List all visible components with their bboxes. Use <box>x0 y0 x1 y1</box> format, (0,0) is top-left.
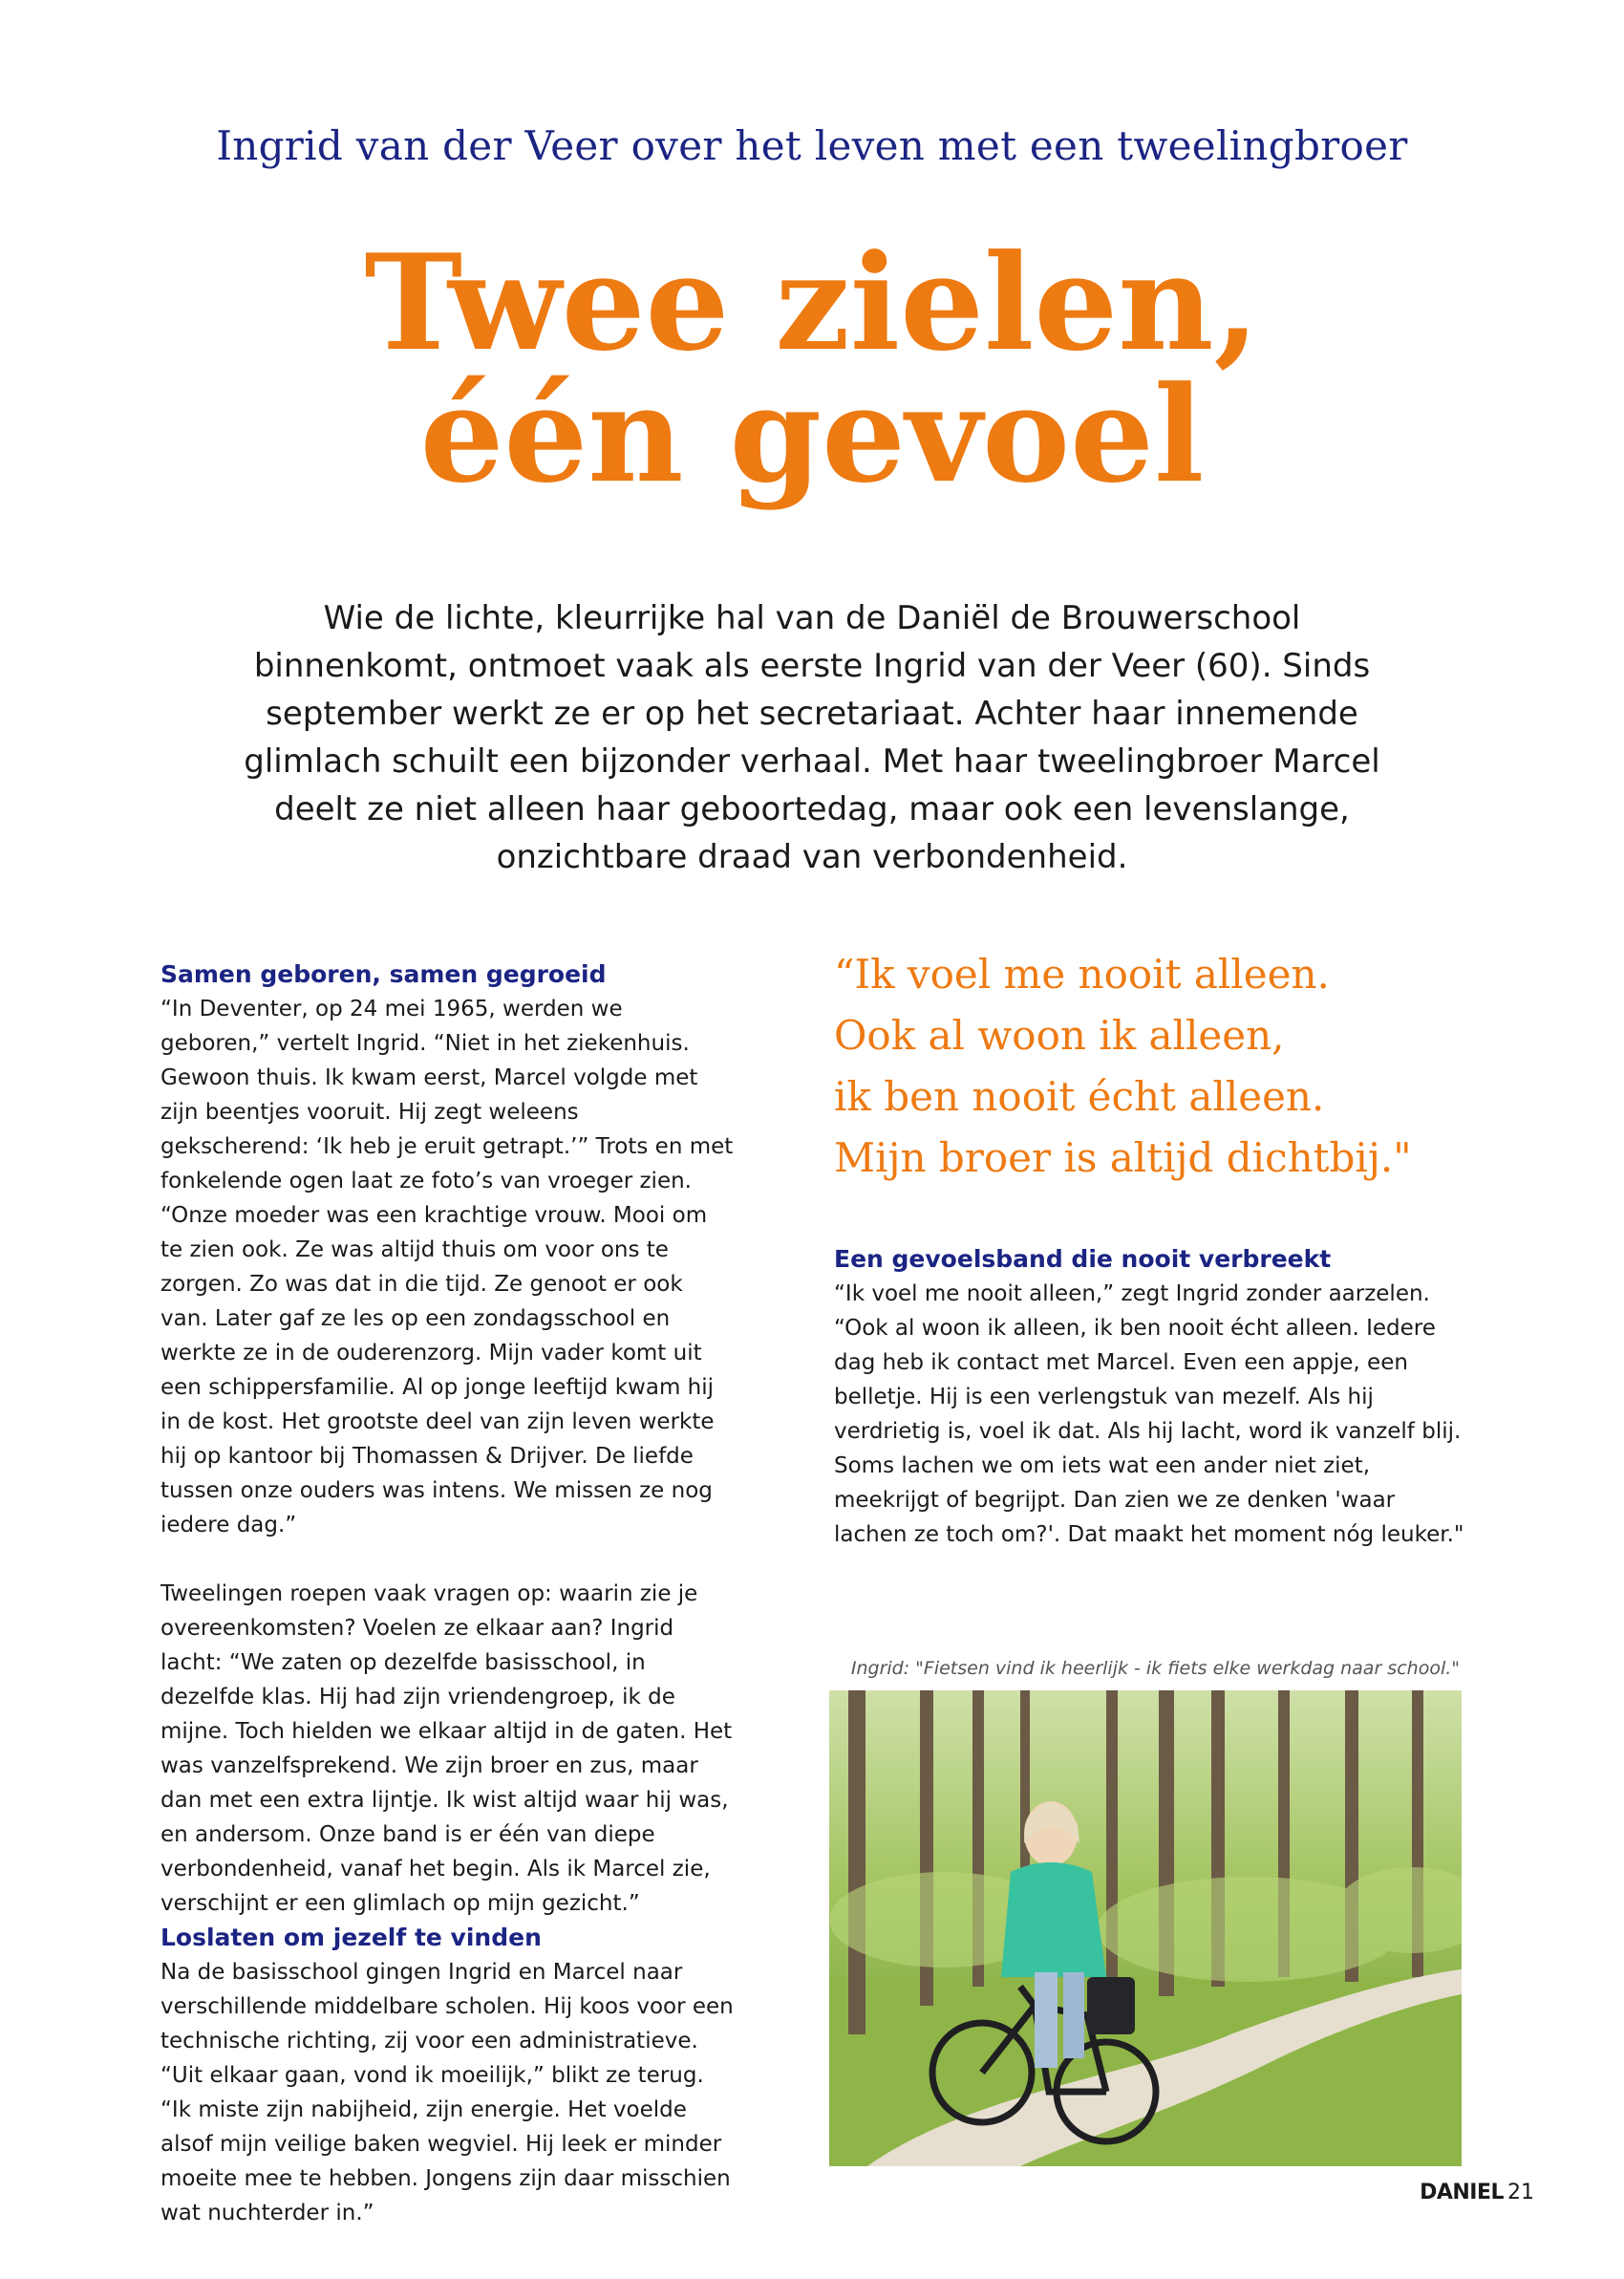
left-column <box>160 957 734 2230</box>
cycling-photo <box>829 1690 1462 2166</box>
body-paragraph: “Ik voel me nooit alleen,” zegt Ingrid zonder aarzelen. “Ook al woon ik alleen, ik ben nooit écht alleen. Iedere dag heb ik contact met Marcel. Even een appje, een belletje. Hij is een verlengstuk van mezelf. Als hij verdrietig is, voel ik dat. Als hij lacht, word ik vanzelf blij. Soms lachen we om iets wat een ander niet ziet, meekrijgt of begrijpt. Dan zien we ze denken 'waar lachen ze toch om?'. Dat maakt het moment nóg leuker." <box>834 1281 1464 1547</box>
pull-quote-line: “Ik voel me nooit alleen. <box>834 951 1330 998</box>
pull-quote <box>834 944 1503 1189</box>
headline-line-2: één gevoel <box>419 356 1205 512</box>
body-paragraph: Na de basisschool gingen Ingrid en Marcel naar verschillende middelbare scholen. Hij koos voor een technische richting, zij voor een administratieve. “Uit elkaar gaan, vond ik moeilijk,” blikt ze terug. “Ik miste zijn nabijheid, zijn energie. Het voelde alsof mijn veilige baken wegviel. Hij leek er minder moeite mee te hebben. Jongens zijn daar misschien wat nuchterder in.” <box>160 1960 734 2225</box>
right-column <box>834 1242 1464 1552</box>
section-heading-loslaten: Loslaten om jezelf te vinden <box>160 1924 542 1951</box>
brand-logo: DANIEL <box>1420 2181 1504 2204</box>
kicker: Ingrid van der Veer over het leven met een tweelingbroer <box>216 122 1408 169</box>
page-number: 21 <box>1507 2181 1534 2204</box>
page-footer <box>1420 2181 1534 2204</box>
pull-quote-line: Mijn broer is altijd dichtbij." <box>834 1134 1412 1181</box>
section-heading-samen-geboren: Samen geboren, samen gegroeid <box>160 960 607 988</box>
intro-paragraph: Wie de lichte, kleurrijke hal van de Daniël de Brouwerschool binnenkomt, ontmoet vaak als eerste Ingrid van der Veer (60). Sinds september werkt ze er op het secretariaat. Achter haar innemende glimlach schuilt een bijzonder verhaal. Met haar tweelingbroer Marcel deelt ze niet alleen haar geboortedag, maar ook een levenslange, onzichtbare draad van verbondenheid. <box>244 599 1380 876</box>
body-paragraph: Tweelingen roepen vaak vragen op: waarin zie je overeenkomsten? Voelen ze elkaar aan? Ingrid lacht: “We zaten op dezelfde basisschool, in dezelfde klas. Hij had zijn vriendengroep, ik de mijne. Toch hielden we elkaar altijd in de gaten. Het was vanzelfsprekend. We zijn broer en zus, maar dan met een extra lijntje. Ik wist altijd waar hij was, en andersom. Onze band is er één van diepe verbondenheid, vanaf het begin. Als ik Marcel zie, verschijnt er een glimlach op mijn gezicht.” <box>160 1581 733 1916</box>
photo-caption: Ingrid: "Fietsen vind ik heerlijk - ik fiets elke werkdag naar school." <box>850 1658 1460 1679</box>
pull-quote-line: Ook al woon ik alleen, <box>834 1012 1285 1059</box>
pannier-bag <box>1087 1977 1135 2034</box>
body-paragraph: “In Deventer, op 24 mei 1965, werden we geboren,” vertelt Ingrid. “Niet in het ziekenhuis. Gewoon thuis. Ik kwam eerst, Marcel volgde met zijn beentjes vooruit. Hij zegt weleens gekscherend: ‘Ik heb je eruit getrapt.’” Trots en met fonkelende ogen laat ze foto’s van vroeger zien. “Onze moeder was een krachtige vrouw. Mooi om te zien ook. Ze was altijd thuis om voor ons te zorgen. Zo was dat in die tijd. Ze genoot er ook van. Later gaf ze les op een zondagsschool en werkte ze in de ouderenzorg. Mijn vader komt uit een schippersfamilie. Al op jonge leeftijd kwam hij in de kost. Het grootste deel van zijn leven werkte hij op kantoor bij Thomassen & Drijver. De liefde tussen onze ouders was intens. We missen ze nog iedere dag.” <box>160 997 734 1537</box>
headline-line-1: Twee zielen, <box>364 225 1260 380</box>
pull-quote-line: ik ben nooit écht alleen. <box>834 1073 1325 1120</box>
section-heading-gevoelsband: Een gevoelsband die nooit verbreekt <box>834 1245 1332 1273</box>
headline <box>0 225 1624 512</box>
